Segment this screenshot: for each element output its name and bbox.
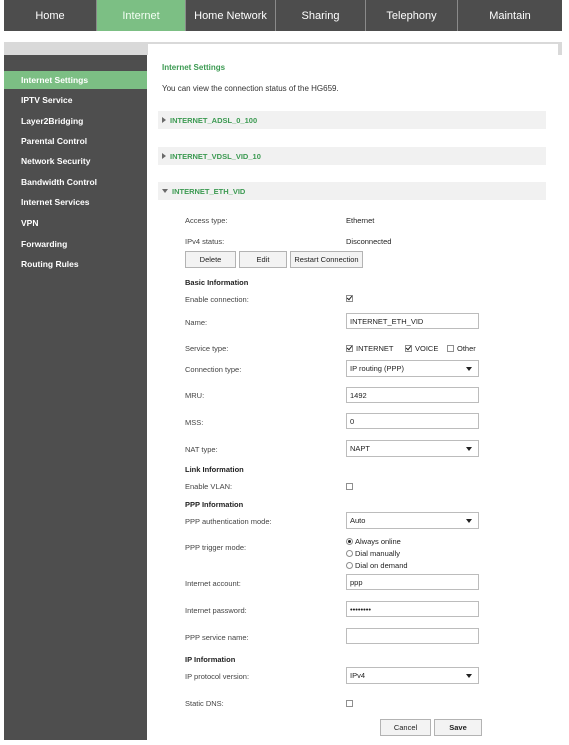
sidebar-item-layer2bridging[interactable]: Layer2Bridging <box>21 116 84 126</box>
name-label: Name: <box>185 318 208 327</box>
service-type-label: Service type: <box>185 344 229 353</box>
tab-home[interactable]: Home <box>4 0 97 31</box>
expand-arrow-icon <box>162 117 166 123</box>
internet-password-input[interactable]: •••••••• <box>346 601 479 617</box>
connection-eth-header[interactable] <box>158 182 546 200</box>
internet-account-label: Internet account: <box>185 579 241 588</box>
sidebar-item-network-security[interactable]: Network Security <box>21 156 91 166</box>
connection-adsl-header[interactable] <box>158 111 546 129</box>
save-button[interactable]: Save <box>434 719 482 736</box>
sidebar-item-iptv-service[interactable]: IPTV Service <box>21 95 73 105</box>
enable-vlan-label: Enable VLAN: <box>185 482 233 491</box>
service-other-checkbox[interactable] <box>447 345 454 352</box>
sidebar-item-vpn[interactable]: VPN <box>21 218 39 228</box>
dropdown-caret-icon <box>466 447 472 451</box>
collapse-arrow-icon <box>162 189 168 193</box>
ppp-auth-mode-value: Auto <box>350 516 366 525</box>
ppp-information-heading: PPP Information <box>185 500 244 509</box>
access-type-value: Ethernet <box>346 216 375 225</box>
sub-bar <box>4 31 562 42</box>
dropdown-caret-icon <box>466 519 472 523</box>
service-voice-checkbox[interactable] <box>405 345 412 352</box>
nat-type-value: NAPT <box>350 444 371 453</box>
ppp-service-name-input[interactable] <box>346 628 479 644</box>
enable-vlan-checkbox[interactable] <box>346 483 353 490</box>
connection-adsl-label: INTERNET_ADSL_0_100 <box>170 115 258 125</box>
trigger-dial-on-demand-radio[interactable] <box>346 562 353 569</box>
static-dns-label: Static DNS: <box>185 699 224 708</box>
ppp-auth-mode-select[interactable] <box>346 512 479 529</box>
sidebar-item-internet-settings[interactable]: Internet Settings <box>4 71 147 89</box>
tab-telephony[interactable]: Telephony <box>366 0 458 31</box>
sidebar-item-forwarding[interactable]: Forwarding <box>21 239 68 249</box>
link-information-heading: Link Information <box>185 465 244 474</box>
trigger-always-online-label: Always online <box>355 537 401 546</box>
ipv4-status-label: IPv4 status: <box>185 237 225 246</box>
connection-type-label: Connection type: <box>185 365 242 374</box>
connection-type-select[interactable] <box>346 360 479 377</box>
basic-information-heading: Basic Information <box>185 278 249 287</box>
mru-input[interactable]: 1492 <box>346 387 479 403</box>
service-internet-label: INTERNET <box>356 344 394 353</box>
static-dns-checkbox[interactable] <box>346 700 353 707</box>
restart-connection-button[interactable]: Restart Connection <box>290 251 363 268</box>
mss-input[interactable]: 0 <box>346 413 479 429</box>
ppp-auth-mode-label: PPP authentication mode: <box>185 517 272 526</box>
access-type-label: Access type: <box>185 216 228 225</box>
trigger-dial-on-demand-label: Dial on demand <box>355 561 408 570</box>
nat-type-select[interactable] <box>346 440 479 457</box>
trigger-dial-manually-label: Dial manually <box>355 549 401 558</box>
connection-eth-label: INTERNET_ETH_VID <box>172 186 246 196</box>
connection-vdsl-header[interactable] <box>158 147 546 165</box>
sidebar-item-parental-control[interactable]: Parental Control <box>21 136 88 146</box>
enable-connection-checkbox[interactable] <box>346 295 353 302</box>
enable-connection-label: Enable connection: <box>185 295 249 304</box>
trigger-always-online-radio[interactable] <box>346 538 353 545</box>
expand-arrow-icon <box>162 153 166 159</box>
ip-protocol-version-value: IPv4 <box>350 671 366 680</box>
name-input[interactable]: INTERNET_ETH_VID <box>346 313 479 329</box>
top-navigation <box>4 0 562 31</box>
nat-type-label: NAT type: <box>185 445 218 454</box>
delete-button[interactable]: Delete <box>185 251 236 268</box>
mru-label: MRU: <box>185 391 205 400</box>
sidebar <box>4 55 147 740</box>
dropdown-caret-icon <box>466 367 472 371</box>
sidebar-item-bandwidth-control[interactable]: Bandwidth Control <box>21 177 98 187</box>
ppp-service-name-label: PPP service name: <box>185 633 249 642</box>
service-voice-label: VOICE <box>415 344 439 353</box>
ip-protocol-version-select[interactable] <box>346 667 479 684</box>
sidebar-item-routing-rules[interactable]: Routing Rules <box>21 259 79 269</box>
ppp-trigger-mode-label: PPP trigger mode: <box>185 543 247 552</box>
connection-type-value: IP routing (PPP) <box>350 364 405 373</box>
connection-vdsl-label: INTERNET_VDSL_VID_10 <box>170 151 261 161</box>
tab-sharing[interactable]: Sharing <box>276 0 366 31</box>
ip-protocol-version-label: IP protocol version: <box>185 672 250 681</box>
service-other-label: Other <box>457 344 476 353</box>
dropdown-caret-icon <box>466 674 472 678</box>
tab-home-network[interactable]: Home Network <box>186 0 276 31</box>
internet-password-label: Internet password: <box>185 606 247 615</box>
ipv4-status-value: Disconnected <box>346 237 392 246</box>
cancel-button[interactable]: Cancel <box>380 719 431 736</box>
mss-label: MSS: <box>185 418 204 427</box>
edit-button[interactable]: Edit <box>239 251 287 268</box>
tab-internet[interactable]: Internet <box>97 0 186 31</box>
service-internet-checkbox[interactable] <box>346 345 353 352</box>
trigger-dial-manually-radio[interactable] <box>346 550 353 557</box>
page-description: You can view the connection status of the HG659. <box>162 84 339 93</box>
ip-information-heading: IP Information <box>185 655 236 664</box>
page-title: Internet Settings <box>162 63 226 72</box>
tab-maintain[interactable]: Maintain <box>489 9 531 22</box>
internet-account-input[interactable]: ppp <box>346 574 479 590</box>
main-content <box>148 44 558 740</box>
sidebar-item-internet-services[interactable]: Internet Services <box>21 197 90 207</box>
